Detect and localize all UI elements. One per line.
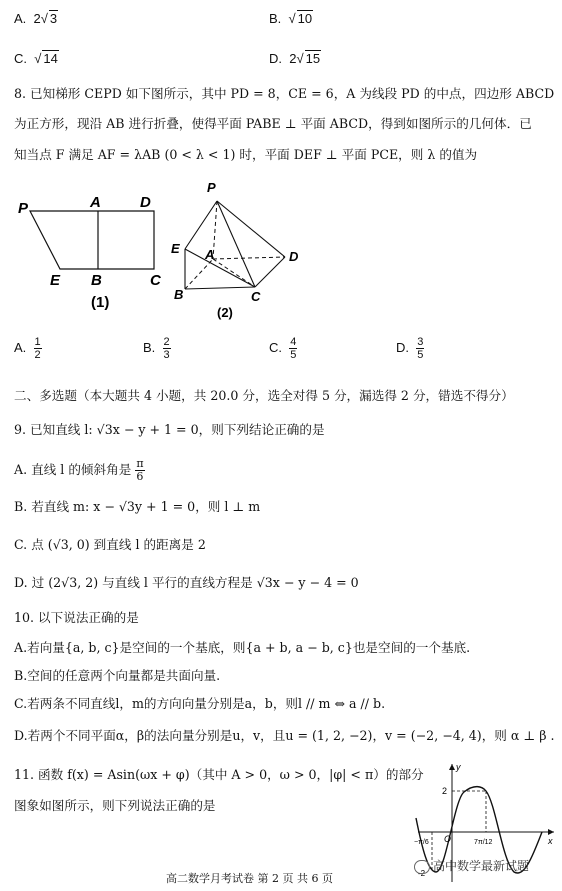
fig1-label-c: C: [150, 272, 161, 289]
q7-option-d: D. 2√ 15: [269, 51, 321, 66]
q9-option-c: C. 点 (√3, 0) 到直线 l 的距离是 2: [14, 537, 206, 552]
q8-option-c: C. $\frac{4}{5}$: [269, 336, 297, 361]
fig2-label-d: D: [289, 249, 299, 264]
section-2-header: 二、多选题（本大题共 4 小题，共 20.0 分，选全对得 5 分，漏选得 2 分，错选不得分）: [14, 388, 514, 403]
q9-option-d: D. 过 (2√3, 2) 与直线 l 平行的直线方程是 √3x − y − 4 = 0: [14, 575, 359, 590]
figure-2-solid: [165, 175, 315, 325]
graph-neg-tick: −π/6: [414, 839, 429, 846]
q9-option-a: A. 直线 l 的倾斜角是 $\frac{\pi}{6}$: [14, 457, 144, 483]
graph-origin-label: O: [444, 834, 452, 844]
q8-option-b: B. $\frac{2}{3}$: [143, 336, 170, 361]
q10-option-b: B.空间的任意两个向量都是共面向量.: [14, 668, 221, 683]
graph-x-label: x: [548, 836, 553, 846]
fig1-label-p: P: [18, 200, 29, 217]
fig2-label-e: E: [171, 241, 180, 256]
graph-ymin-label: -2: [418, 869, 426, 878]
q10-stem: 10. 以下说法正确的是: [14, 610, 139, 625]
fig1-label-e: E: [50, 272, 61, 289]
q7-option-a: A. 2√ 3: [14, 11, 58, 26]
q7-option-b: B. √ 10: [269, 11, 313, 26]
q8-stem-line3: 知当点 F 满足 AF = λAB (0 < λ < 1) 时，平面 DEF ⊥ 平面 PCE，则 λ 的值为: [14, 147, 478, 162]
q11-stem-line1: 11. 函数 f(x) = Asin(ωx + φ)（其中 A > 0，ω > 0，|φ| < π）的部分: [14, 767, 424, 782]
fig2-caption: (2): [217, 305, 233, 320]
page-footer: 高二数学月考试卷 第 2 页 共 6 页: [166, 872, 333, 885]
graph-pos-tick: 7π/12: [474, 839, 493, 846]
wechat-icon: [414, 860, 430, 874]
fig2-label-b: B: [174, 287, 184, 302]
fig1-caption: (1): [91, 294, 110, 311]
q9-stem: 9. 已知直线 l: √3x − y + 1 = 0，则下列结论正确的是: [14, 422, 325, 437]
q8-stem-line2: 为正方形，现沿 AB 进行折叠，使得平面 PABE ⊥ 平面 ABCD，得到如图所示的几何体．已: [14, 116, 532, 131]
q7-option-c: C. √ 14: [14, 51, 58, 66]
fig1-label-d: D: [140, 194, 151, 211]
q9-option-b: B. 若直线 m: x − √3y + 1 = 0，则 l ⊥ m: [14, 499, 261, 514]
graph-ymax-label: 2: [442, 786, 448, 796]
q10-option-d: D.若两个不同平面α，β的法向量分别是u，v，且u = (1, 2, −2)，v = (−2, −4, 4)，则 α ⊥ β .: [14, 728, 555, 743]
q10-option-a: A.若向量{a, b, c}是空间的一个基底，则{a + b, a − b, c}也是空间的一个基底.: [14, 640, 471, 655]
q10-option-c: C.若两条不同直线l，m的方向向量分别是a，b，则l // m ⇔ a // b.: [14, 696, 386, 711]
q8-stem-line1: 8. 已知梯形 CEPD 如下图所示，其中 PD = 8，CE = 6，A 为线段 PD 的中点，四边形 ABCD: [14, 86, 555, 101]
q8-option-a: A. $\frac{1}{2}$: [14, 336, 41, 361]
graph-y-label: y: [456, 762, 461, 772]
figure-1-trapezoid: [14, 185, 174, 315]
q8-option-d: D. $\frac{3}{5}$: [396, 336, 424, 361]
fig2-label-a: A: [205, 247, 215, 262]
fig1-label-b: B: [91, 272, 102, 289]
fig1-label-a: A: [90, 194, 101, 211]
fig2-label-p: P: [207, 180, 216, 195]
watermark: 高中数学最新试题: [414, 857, 529, 874]
q11-stem-line2: 图象如图所示，则下列说法正确的是: [14, 798, 216, 813]
fig2-label-c: C: [251, 289, 261, 304]
